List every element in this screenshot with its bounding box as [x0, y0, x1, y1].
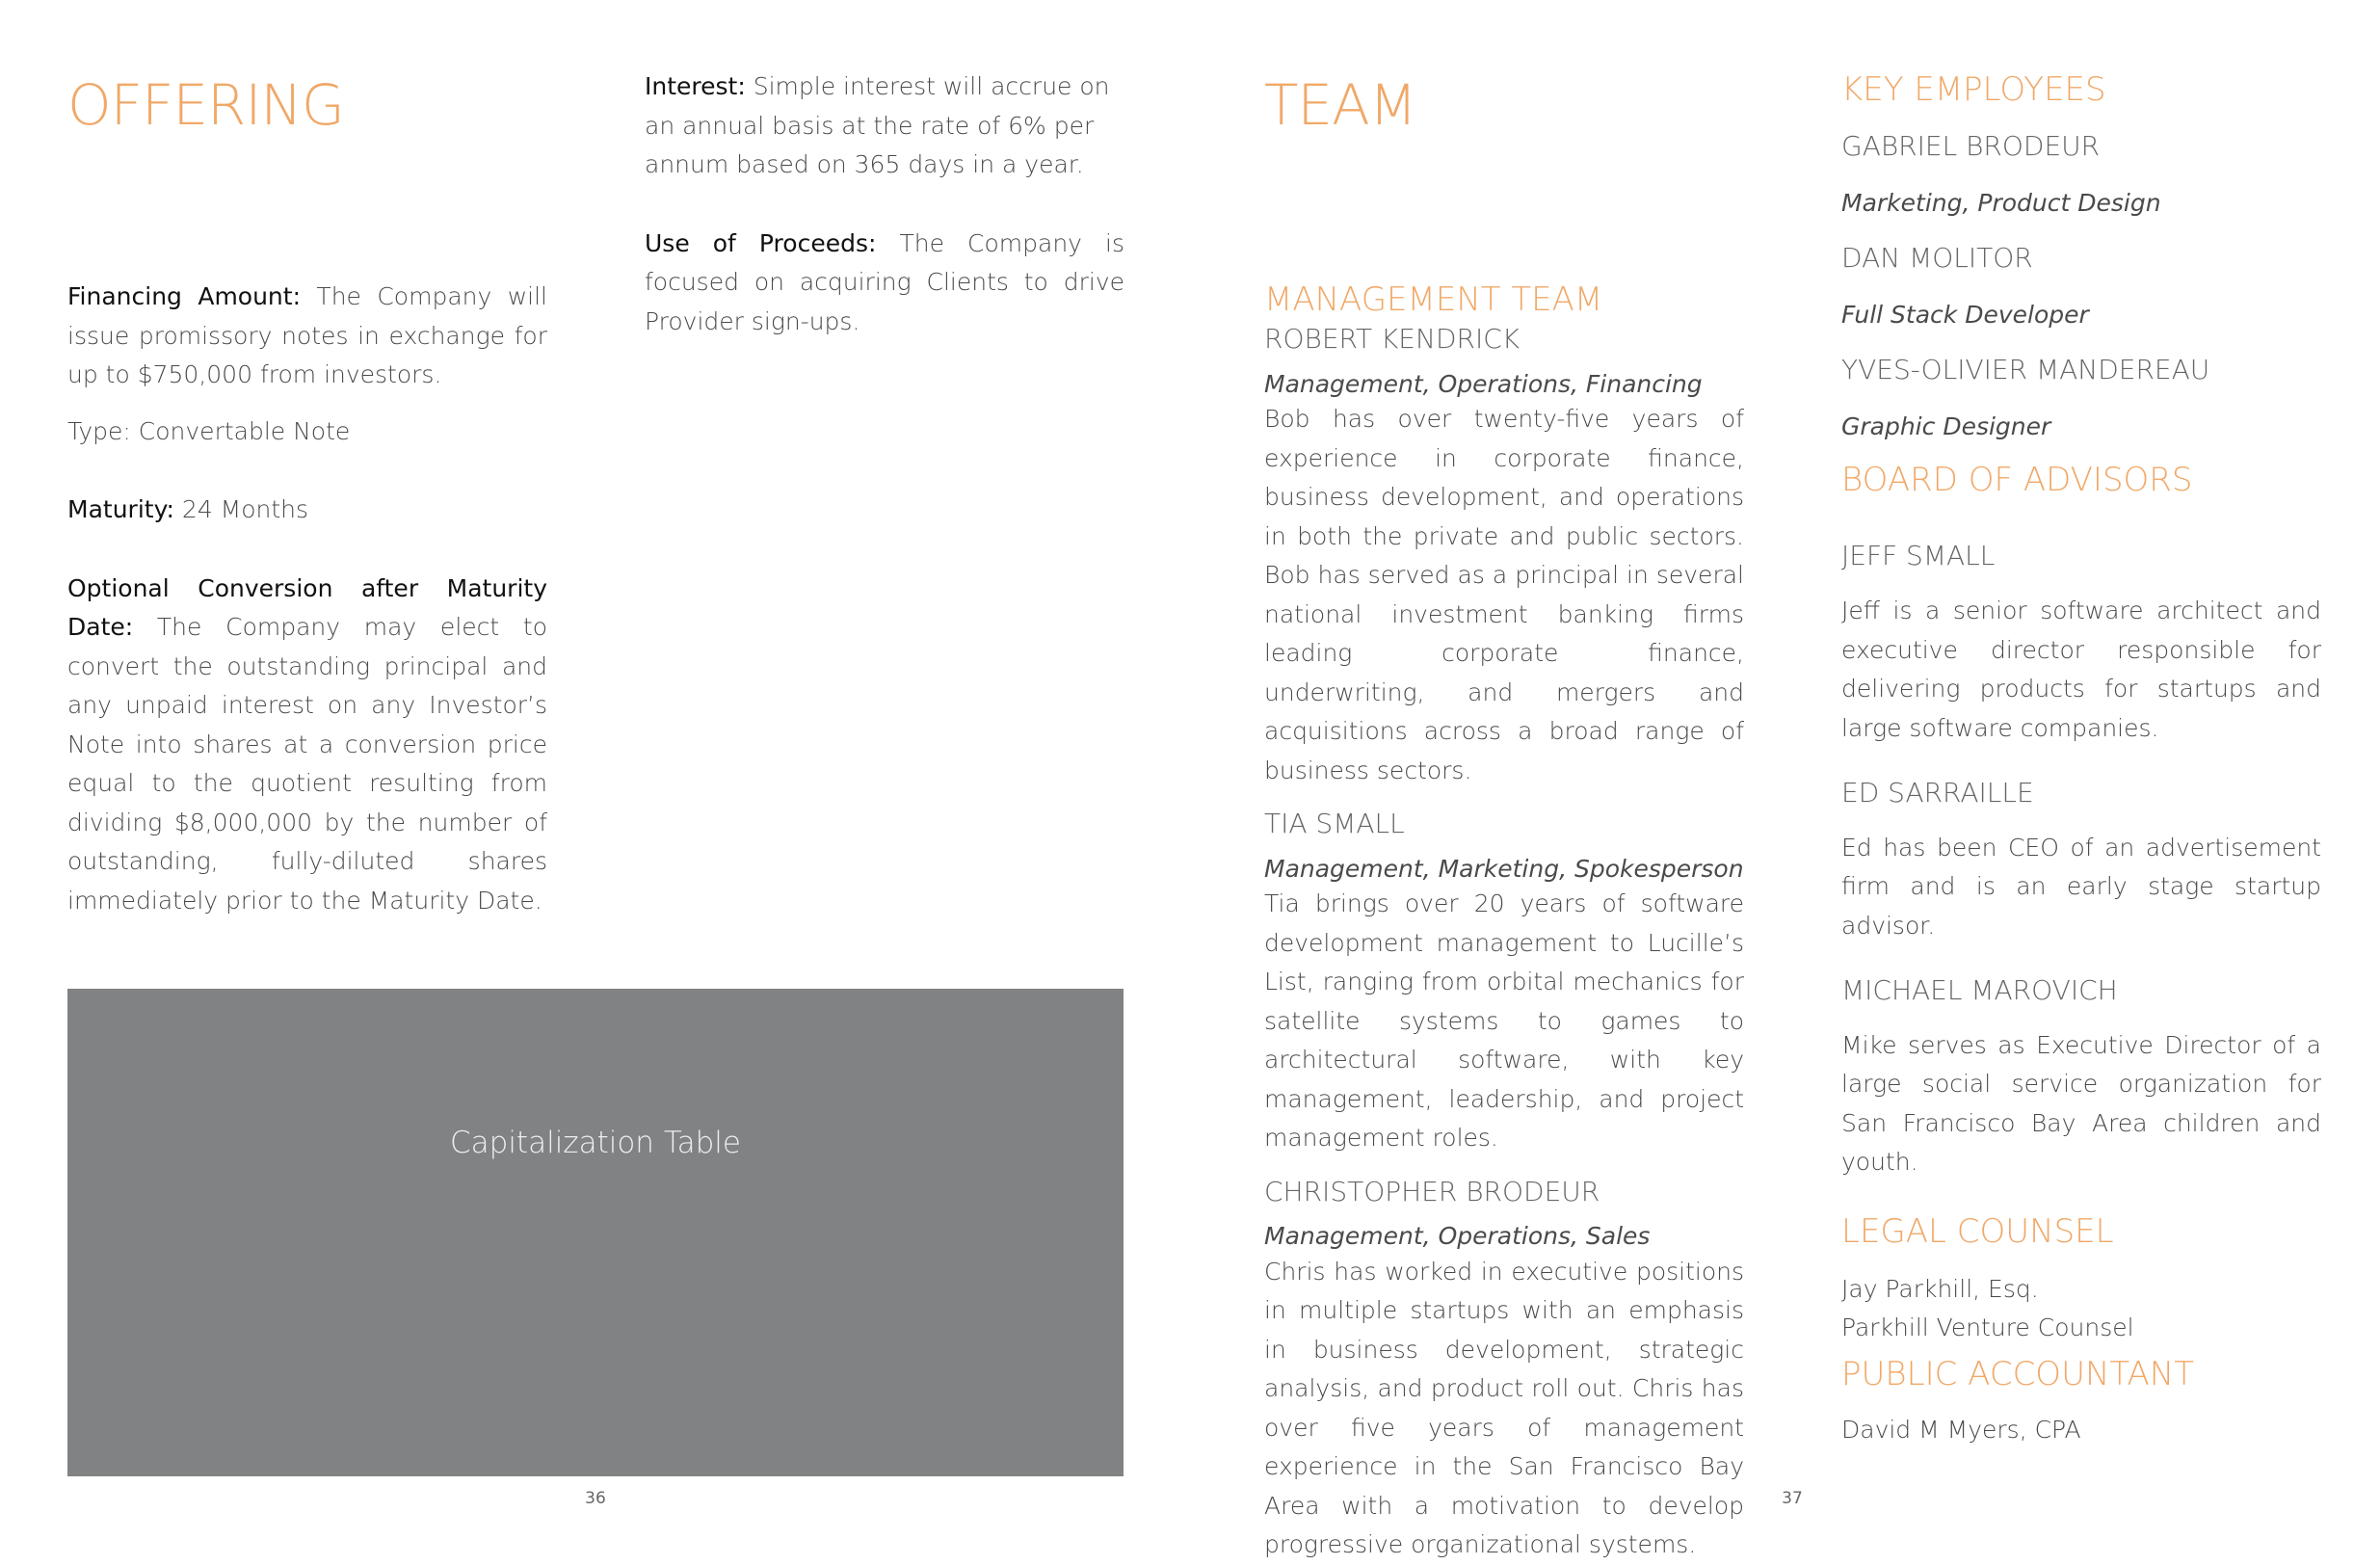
interest-text: Simple interest will accrue on an annual basis at the rate of 6% per annum based on 365 days in a year.	[645, 72, 1110, 178]
proceeds-label: Use of Proceeds:	[645, 228, 877, 257]
capitalization-table-label: Capitalization Table	[450, 1126, 741, 1160]
capitalization-table-placeholder	[67, 989, 1124, 1476]
page-number-left: 36	[585, 1489, 606, 1508]
board-of-advisors-heading: BOARD OF ADVISORS	[1841, 461, 2193, 500]
maturity-label: Maturity:	[67, 495, 174, 523]
management-team-heading: MANAGEMENT TEAM	[1264, 280, 1603, 319]
legal-counsel-name: Jay Parkhill, Esq.	[1841, 1274, 2039, 1303]
financing-text: The Company will issue promissory notes in exchange for up to $750,000 from investors.	[67, 282, 547, 388]
use-of-proceeds	[645, 225, 1124, 342]
employee-role: Marketing, Product Design	[1841, 188, 2161, 217]
advisor-name: MICHAEL MAROVICH	[1841, 974, 2118, 1007]
employee-name: DAN MOLITOR	[1841, 242, 2033, 275]
type-line: Type: Convertable Note	[67, 416, 351, 445]
conversion-label: Optional Conversion after Maturity Date:	[67, 573, 547, 641]
team-title: TEAM	[1264, 72, 1416, 138]
employee-name: YVES-OLIVIER MANDEREAU	[1841, 354, 2210, 386]
management-team-column	[1264, 281, 1744, 1565]
member-bio: Bob has over twenty-five years of experience in corporate finance, business development, and operations in both the private and public sectors. Bob has served as a principal in several national investment banking firms leading corporate finance, underwriting, and mergers and acquisitions across a broad range of business sectors.	[1264, 405, 1744, 784]
advisor-name: JEFF SMALL	[1841, 540, 1996, 572]
member-name: TIA SMALL	[1264, 808, 1405, 840]
advisor-bio: Ed has been CEO of an advertisement firm and is an early stage startup advisor.	[1841, 833, 2321, 940]
offering-column-2	[645, 67, 1124, 341]
key-employees-column	[1841, 71, 2321, 1449]
legal-counsel-firm: Parkhill Venture Counsel	[1841, 1313, 2134, 1342]
team-member	[1264, 323, 1744, 790]
financing-amount	[67, 278, 547, 395]
team-member	[1264, 808, 1744, 1158]
advisor-name: ED SARRAILLE	[1841, 777, 2034, 809]
offering-title: OFFERING	[67, 72, 344, 138]
member-bio: Chris has worked in executive positions in multiple startups with an emphasis in business development, strategic analysis, and product roll out. Chris has over five years of management experience in the San Francisco Bay Area with a motivation to develop progressive organizational systems.	[1264, 1257, 1744, 1559]
advisor-bio: Jeff is a senior software architect and executive director responsible for delivering products for startups and large software companies.	[1841, 597, 2321, 742]
public-accountant-name: David M Myers, CPA	[1841, 1415, 2081, 1444]
interest-label: Interest:	[645, 72, 746, 100]
interest	[645, 67, 1124, 185]
legal-counsel-heading: LEGAL COUNSEL	[1841, 1211, 2114, 1251]
maturity	[67, 491, 547, 530]
member-role: Management, Operations, Sales	[1264, 1222, 1651, 1251]
member-name: CHRISTOPHER BRODEUR	[1264, 1175, 1600, 1207]
conversion-text: The Company may elect to convert the outstanding principal and any unpaid interest on any Investor’s Note into shares at a conversion price equal to the quotient resulting from dividing $8,000,000 by the number of outstanding, fully-diluted shares immediately prior to the Maturity Date.	[67, 613, 547, 915]
member-role: Management, Marketing, Spokesperson	[1264, 854, 1744, 883]
offering-column-1	[67, 278, 547, 920]
employee-name: GABRIEL BRODEUR	[1841, 130, 2101, 163]
employee-role: Full Stack Developer	[1841, 300, 2089, 329]
team-member	[1264, 1176, 1744, 1565]
member-bio: Tia brings over 20 years of software development management to Lucille’s List, ranging from orbital mechanics for satellite systems to games to architectural software, with key management, leadership, and project management roles.	[1264, 889, 1744, 1153]
public-accountant-heading: PUBLIC ACCOUNTANT	[1841, 1354, 2194, 1393]
maturity-text: 24 Months	[173, 495, 309, 523]
member-role: Management, Operations, Financing	[1264, 369, 1703, 398]
page-number-right: 37	[1782, 1489, 1803, 1508]
member-name: ROBERT KENDRICK	[1264, 323, 1521, 356]
key-employees-heading: KEY EMPLOYEES	[1841, 70, 2106, 109]
employee-role: Graphic Designer	[1841, 411, 2051, 440]
proceeds-text: The Company is focused on acquiring Clients to drive Provider sign-ups.	[645, 228, 1124, 335]
advisor-bio: Mike serves as Executive Director of a large social service organization for San Francisco Bay Area children and youth.	[1841, 1030, 2321, 1177]
optional-conversion	[67, 570, 547, 921]
financing-label: Financing Amount:	[67, 282, 302, 310]
